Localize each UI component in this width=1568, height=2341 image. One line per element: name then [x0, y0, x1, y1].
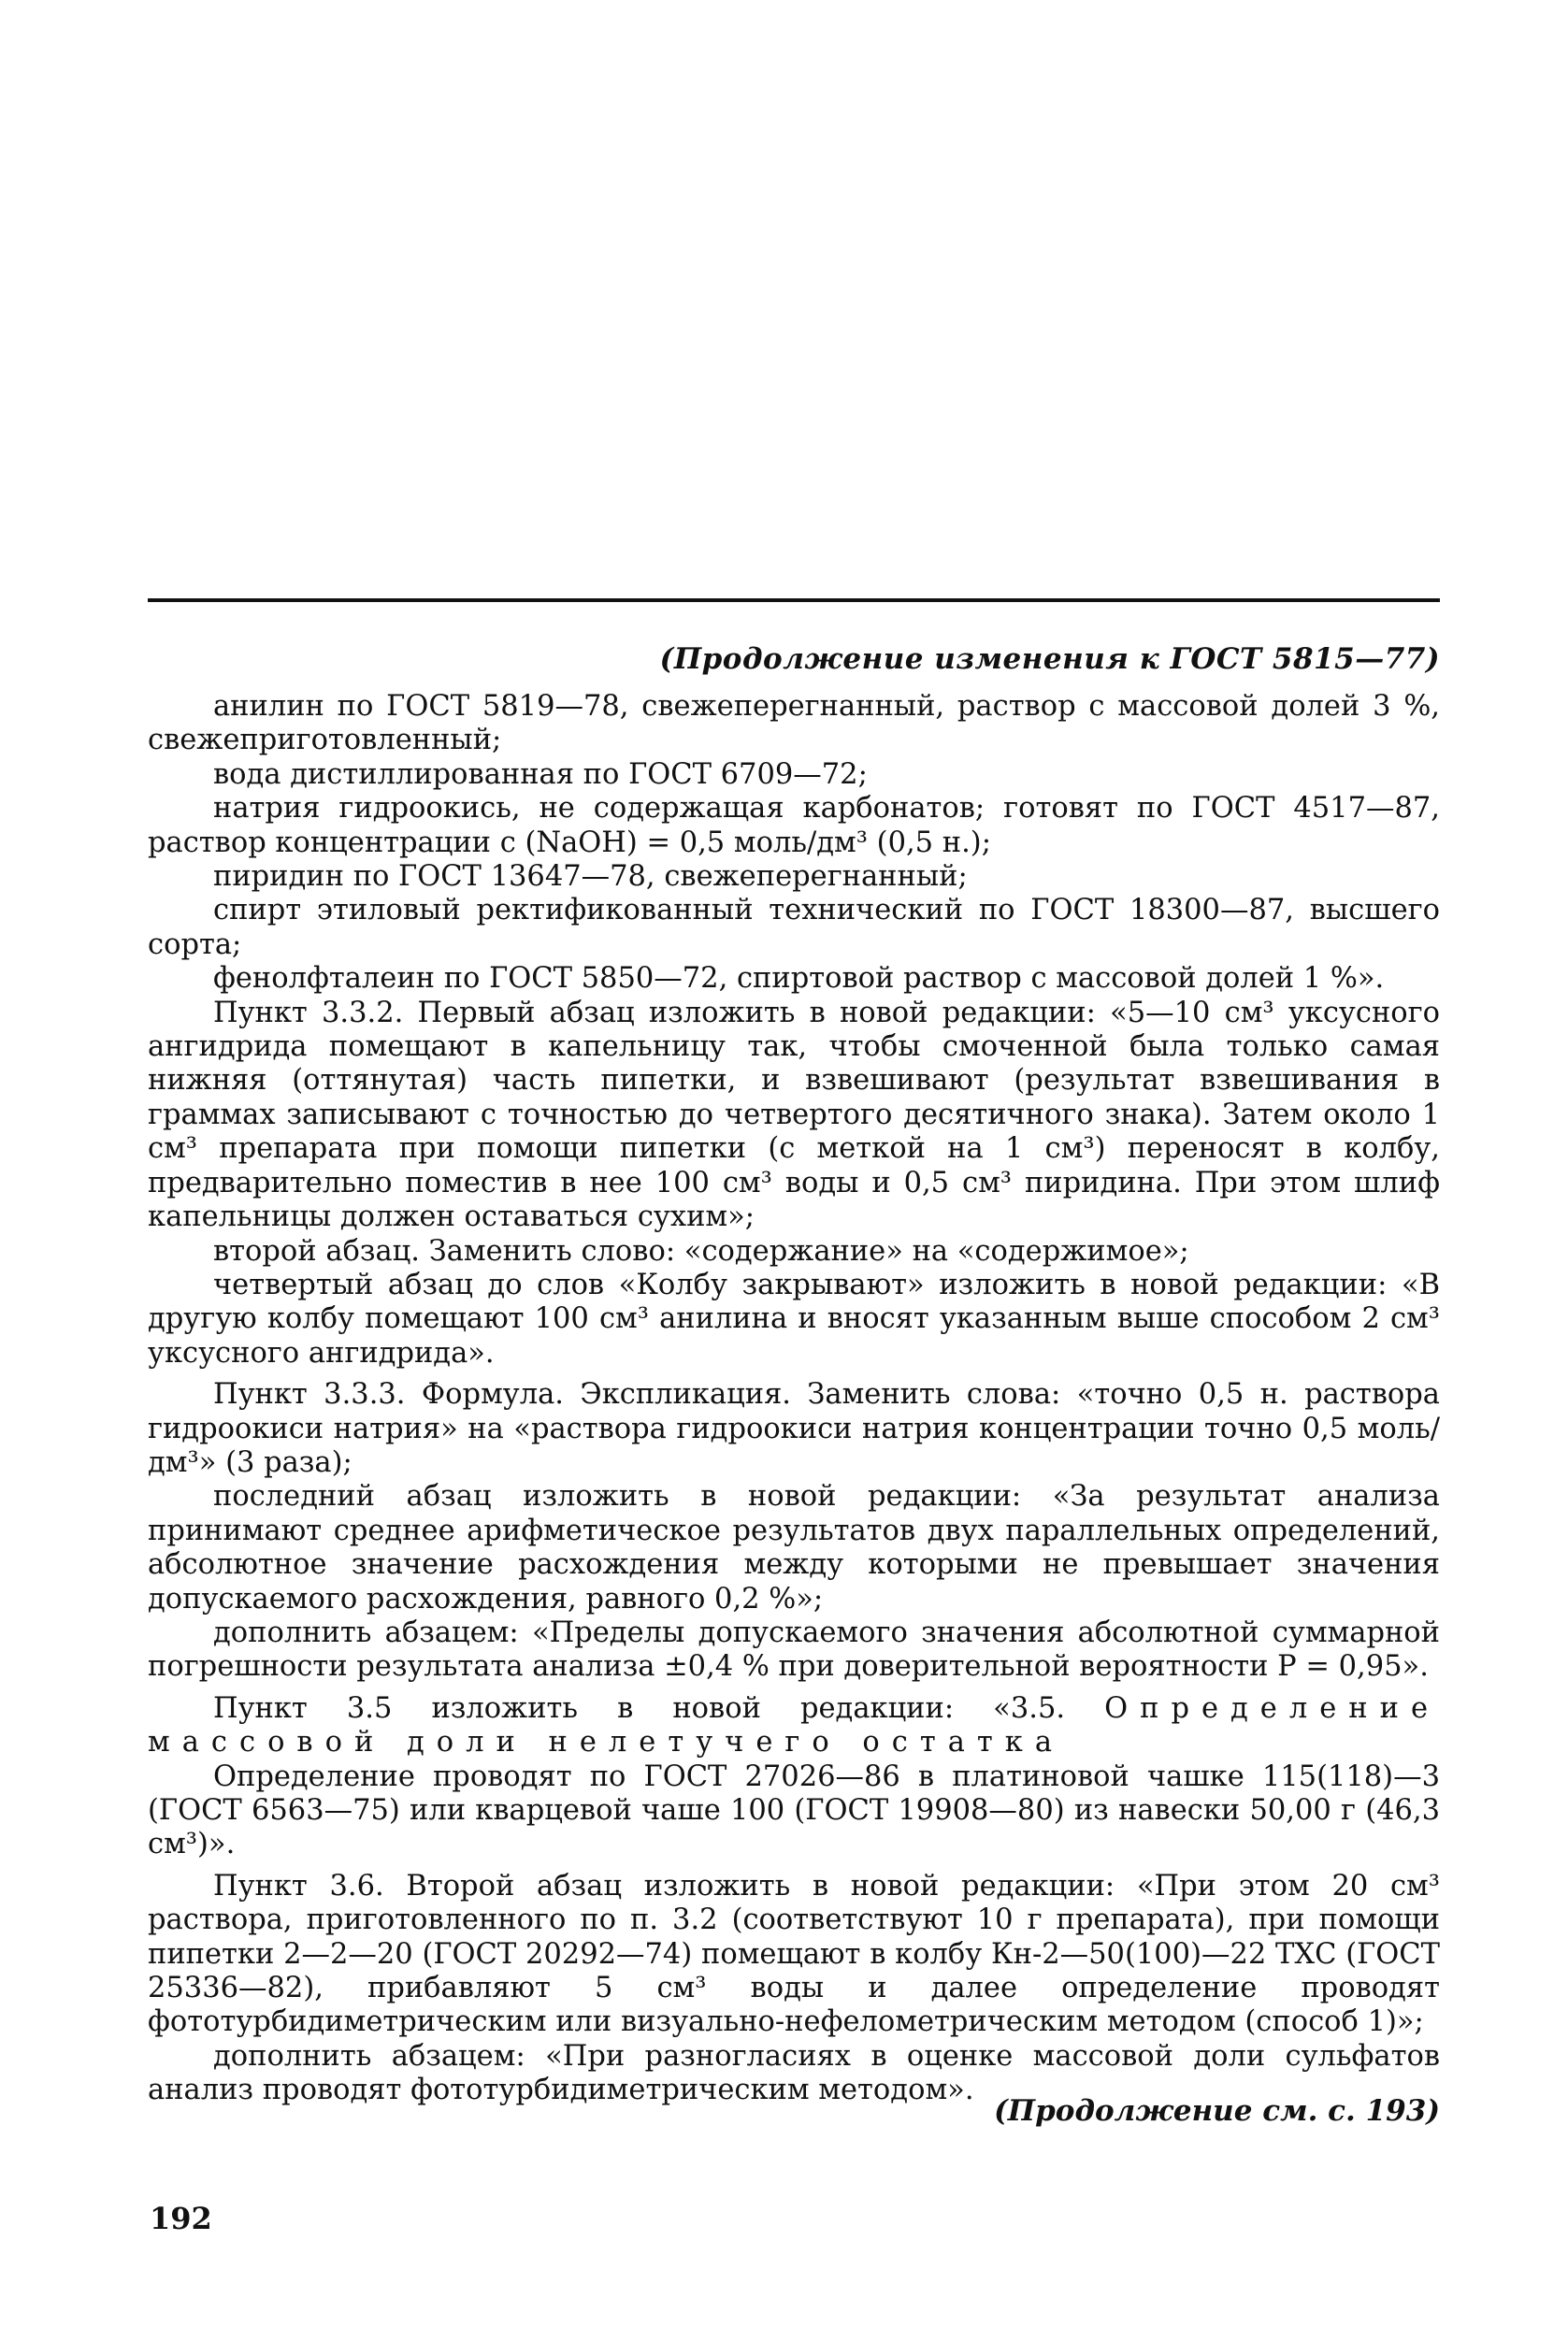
- document-body: [148, 690, 1440, 2108]
- paragraph: дополнить абзацем: «Пределы допускаемого значения абсолютной суммарной погрешности результата анализа ±0,4 % при доверительной вероятности Р = 0,95».: [148, 1616, 1440, 1684]
- paragraph: Определение проводят по ГОСТ 27026—86 в платиновой чашке 115(118)—3 (ГОСТ 6563—75) или кварцевой чаше 100 (ГОСТ 19908—80) из навески 50,00 г (46,3 см³)».: [148, 1759, 1440, 1861]
- section-heading-spaced: Определение массовой доли нелетучего остатка: [148, 1691, 1440, 1759]
- paragraph: последний абзац изложить в новой редакции: «За результат анализа принимают среднее арифметическое результатов двух параллельных определений, абсолютное значение расхождения между которыми не превышает значения допускаемого расхождения, равного 0,2 %»;: [148, 1480, 1440, 1616]
- top-rule: [148, 598, 1440, 602]
- paragraph: фенолфталеин по ГОСТ 5850—72, спиртовой раствор с массовой долей 1 %».: [213, 962, 1385, 996]
- paragraph: Пункт 3.3.2. Первый абзац изложить в новой редакции: «5—10 см³ уксусного ангидрида помещают в капельницу так, чтобы смоченной была только самая нижняя (оттянутая) часть пипетки, и взвешивают (результат взвешивания в граммах записывают с точностью до четвертого десятичного знака). Затем около 1 см³ препарата при помощи пипетки (с меткой на 1 см³) переносят в колбу, предварительно поместив в нее 100 см³ воды и 0,5 см³ пиридина. При этом шлиф капельницы должен оставаться сухим»;: [148, 996, 1440, 1234]
- paragraph: дополнить абзацем: «При разногласиях в оценке массовой доли сульфатов анализ проводят фототурбидиметрическим методом».: [148, 2039, 1440, 2107]
- paragraph: второй абзац. Заменить слово: «содержание» на «содержимое»;: [213, 1234, 1189, 1268]
- paragraph: анилин по ГОСТ 5819—78, свежеперегнанный, раствор с массовой долей 3 %, свежеприготовленный;: [148, 690, 1440, 757]
- paragraph: Пункт 3.6. Второй абзац изложить в новой редакции: «При этом 20 см³ раствора, приготовленного по п. 3.2 (соответствуют 10 г препарата), при помощи пипетки 2—2—20 (ГОСТ 20292—74) помещают в колбу Кн-2—50(100)—22 ТХС (ГОСТ 25336—82), прибавляют 5 см³ воды и далее определение проводят фототурбидиметрическим или визуально-нефелометрическим методом (способ 1)»;: [148, 1869, 1440, 2039]
- running-head: (Продолжение изменения к ГОСТ 5815—77): [659, 642, 1440, 676]
- paragraph: четвертый абзац до слов «Колбу закрывают» изложить в новой редакции: «В другую колбу помещают 100 см³ анилина и вносят указанным выше способом 2 см³ уксусного ангидрида».: [148, 1268, 1440, 1370]
- continued-note: (Продолжение см. с. 193): [994, 2094, 1440, 2128]
- paragraph: спирт этиловый ректификованный технический по ГОСТ 18300—87, высшего сорта;: [148, 894, 1440, 961]
- paragraph: вода дистиллированная по ГОСТ 6709—72;: [213, 757, 868, 791]
- paragraph: пиридин по ГОСТ 13647—78, свежеперегнанный;: [213, 860, 968, 894]
- page-number: 192: [150, 2201, 212, 2236]
- section-lead: Пункт 3.5 изложить в новой редакции: «3.5.: [213, 1691, 1066, 1725]
- paragraph: [148, 1692, 1440, 1760]
- paragraph: Пункт 3.3.3. Формула. Экспликация. Заменить слова: «точно 0,5 н. раствора гидроокиси натрия» на «раствора гидроокиси натрия концентрации точно 0,5 моль/дм³» (3 раза);: [148, 1378, 1440, 1479]
- paragraph: натрия гидроокись, не содержащая карбонатов; готовят по ГОСТ 4517—87, раствор концентрации с (NaOH) = 0,5 моль/дм³ (0,5 н.);: [148, 792, 1440, 859]
